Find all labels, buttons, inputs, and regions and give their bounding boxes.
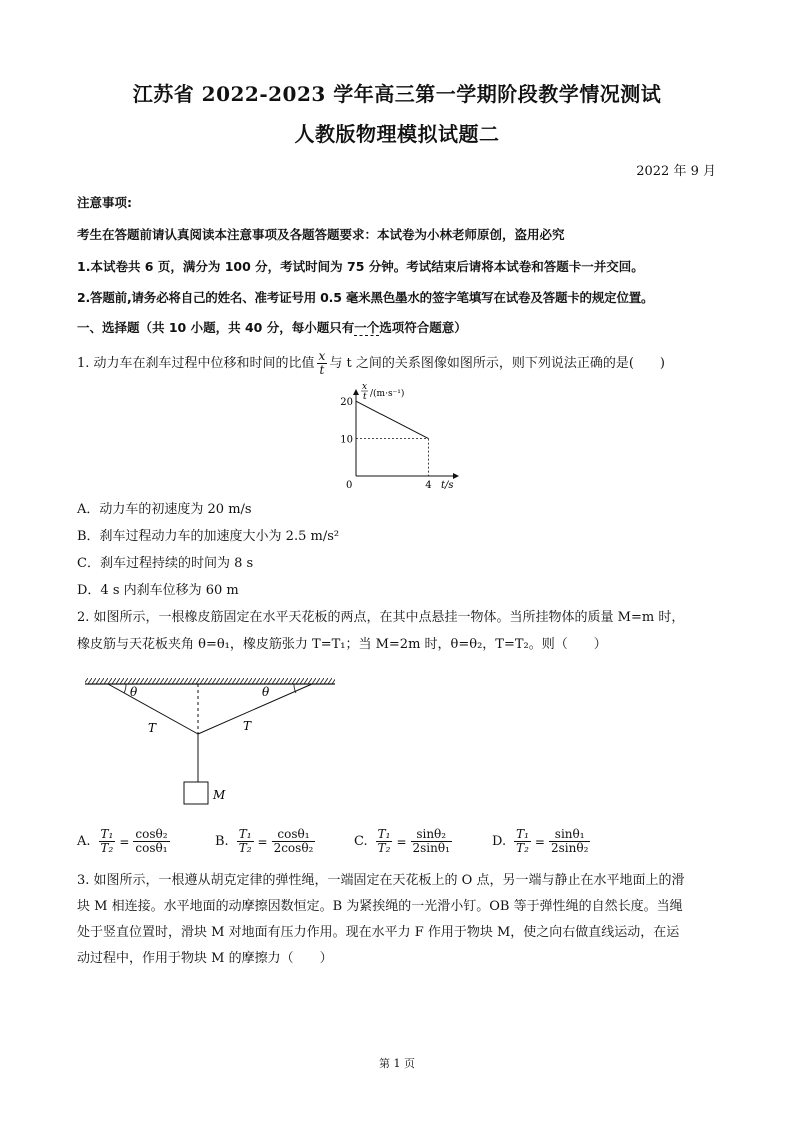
section-heading-suffix: 选项符合题意） bbox=[379, 320, 467, 335]
q1-option-c[interactable]: C．刹车过程持续的时间为 8 s bbox=[77, 556, 254, 571]
q2-a-rhs-den: cosθ₁ bbox=[135, 841, 168, 855]
q2-option-b[interactable] bbox=[215, 828, 317, 855]
q1-frac-num: x bbox=[318, 349, 326, 363]
y-tick-label: 10 bbox=[340, 434, 353, 446]
q2-option-a[interactable] bbox=[77, 828, 172, 855]
y-label-num: x bbox=[362, 382, 368, 392]
q2-rubber-band-figure bbox=[80, 672, 340, 812]
q3-stem-line-2: 块 M 相连接。水平地面的动摩擦因数恒定。B 为紧挨绳的一光滑小钉。OB 等于弹性绳的自然长度。当绳 bbox=[77, 899, 683, 914]
notice-heading: 注意事项: bbox=[77, 195, 132, 210]
q2-option-b-label: B. bbox=[215, 834, 229, 849]
q2-a-lhs-den: T₂ bbox=[100, 841, 114, 855]
section-heading-prefix: 一、选择题（共 10 小题，共 40 分，每小题只有 bbox=[77, 320, 355, 335]
q2-b-lhs-den: T₂ bbox=[238, 841, 252, 855]
q2-c-lhs-num: T₁ bbox=[377, 827, 391, 841]
q2-a-rhs-num: cosθ₂ bbox=[135, 827, 168, 841]
y-label-den: t bbox=[363, 392, 367, 402]
ceiling-hatch bbox=[85, 678, 335, 684]
q2-stem-line-2: 橡皮筋与天花板夹角 θ=θ₁，橡皮筋张力 T=T₁；当 M=2m 时，θ=θ₂，T=T₂。则（ ） bbox=[77, 637, 607, 652]
q2-d-rhs-den: 2sinθ₂ bbox=[550, 841, 589, 855]
q2-d-lhs-num: T₁ bbox=[516, 827, 529, 841]
section-heading-emph: 一个 bbox=[354, 320, 380, 335]
q3-stem-line-4: 动过程中，作用于物块 M 的摩擦力（ ） bbox=[77, 951, 333, 966]
q1-option-b[interactable]: B．刹车过程动力车的加速度大小为 2.5 m/s² bbox=[77, 529, 340, 544]
notice-line-1: 考生在答题前请认真阅读本注意事项及各题答题要求：本试卷为小林老师原创，盗用必究 bbox=[77, 227, 565, 242]
x-tick-label: 4 bbox=[425, 480, 432, 490]
q2-a-eq: = bbox=[119, 834, 130, 849]
section-heading bbox=[77, 318, 467, 336]
q2-b-lhs-num: T₁ bbox=[238, 827, 252, 841]
exam-date: 2022 年 9 月 bbox=[636, 164, 716, 179]
q2-option-c-label: C. bbox=[354, 834, 368, 849]
q2-option-d[interactable] bbox=[492, 828, 592, 855]
q2-c-lhs-den: T₂ bbox=[377, 841, 391, 855]
q1-vt-chart bbox=[330, 380, 470, 490]
q2-c-rhs-den: 2sinθ₁ bbox=[412, 841, 450, 855]
q2-d-eq: = bbox=[534, 834, 545, 849]
q2-b-rhs-den: 2cosθ₂ bbox=[273, 841, 314, 855]
q3-stem-line-3: 处于竖直位置时，滑块 M 对地面有压力作用。现在水平力 F 作用于物块 M，使之向右做直线运动，在运 bbox=[77, 925, 680, 940]
q2-c-eq: = bbox=[396, 834, 407, 849]
notice-line-2: 1.本试卷共 6 页，满分为 100 分，考试时间为 75 分钟。考试结束后请将本试卷和答题卡一并交回。 bbox=[77, 259, 644, 274]
q2-stem-line-1: 2. 如图所示，一根橡皮筋固定在水平天花板的两点，在其中点悬挂一物体。当所挂物体的质量 M=m 时， bbox=[77, 610, 685, 625]
y-tick-label: 20 bbox=[340, 397, 353, 409]
data-line bbox=[356, 401, 428, 438]
q1-stem-a: 1. 动力车在刹车过程中位移和时间的比值 bbox=[77, 356, 315, 371]
q2-b-eq: = bbox=[257, 834, 268, 849]
x-axis-label: t/s bbox=[441, 480, 454, 490]
q2-option-a-label: A. bbox=[77, 834, 91, 849]
exam-title: 江苏省 2022-2023 学年高三第一学期阶段教学情况测试 bbox=[132, 82, 662, 106]
q1-stem-b: 与 t 之间的关系图像如图所示，则下列说法正确的是( ) bbox=[329, 356, 665, 371]
tension-left-label: T bbox=[148, 721, 157, 735]
theta-left-label: θ bbox=[130, 685, 138, 699]
theta-right-label: θ bbox=[262, 685, 270, 699]
q1-option-d[interactable]: D．4 s 内刹车位移为 60 m bbox=[77, 583, 239, 598]
q2-b-rhs-num: cosθ₁ bbox=[272, 828, 316, 842]
theta-arc-left bbox=[124, 684, 126, 693]
q2-d-rhs-num: sinθ₁ bbox=[549, 828, 590, 842]
mass-block bbox=[184, 782, 208, 804]
tension-right-label: T bbox=[243, 719, 252, 733]
notice-line-3: 2.答题前,请务必将自己的姓名、准考证号用 0.5 毫米黑色墨水的签字笔填写在试卷及答题卡的规定位置。 bbox=[77, 290, 654, 305]
q2-option-d-label: D. bbox=[492, 834, 507, 849]
q2-a-lhs-num: T₁ bbox=[100, 827, 114, 841]
y-label-unit: /(m·s⁻¹) bbox=[370, 389, 405, 399]
q2-d-lhs-den: T₂ bbox=[516, 841, 529, 855]
q1-option-a[interactable]: A．动力车的初速度为 20 m/s bbox=[77, 502, 252, 517]
q1-frac-den: t bbox=[319, 363, 325, 377]
q1-stem-fraction bbox=[317, 350, 328, 377]
q3-stem-line-1: 3. 如图所示，一根遵从胡克定律的弹性绳，一端固定在天花板上的 O 点，另一端与静止在水平地面上的滑 bbox=[77, 873, 685, 888]
q1-stem bbox=[77, 350, 665, 377]
q2-option-c[interactable] bbox=[354, 828, 454, 855]
mass-label: M bbox=[213, 788, 226, 802]
q2-c-rhs-num: sinθ₂ bbox=[411, 828, 452, 842]
exam-subtitle: 人教版物理模拟试题二 bbox=[294, 122, 500, 146]
origin-label: 0 bbox=[346, 480, 353, 490]
page-number: 第 1 页 bbox=[379, 1057, 415, 1070]
